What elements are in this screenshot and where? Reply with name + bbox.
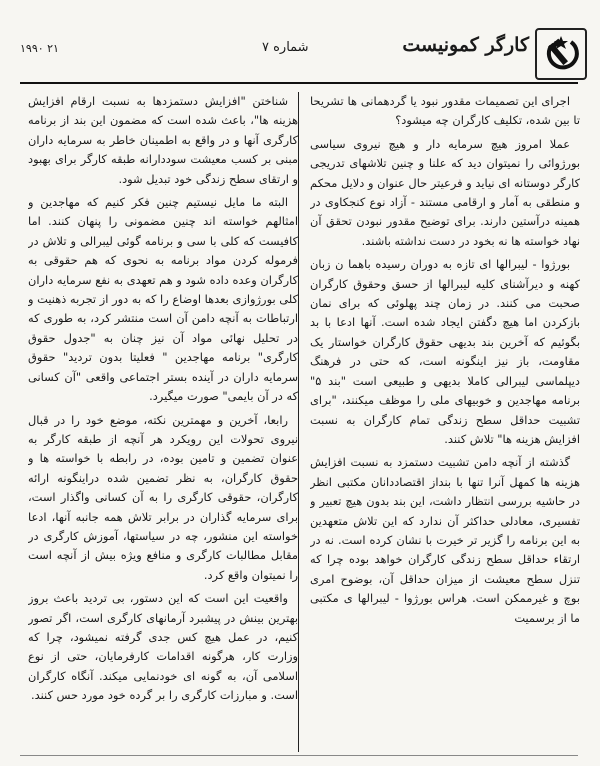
bottom-rule <box>20 755 578 756</box>
hammer-sickle-logo-icon <box>535 28 587 80</box>
paragraph: رابعا، آخرین و مهمترین نکته، موضع خود را در قبال نیروی تحولات این رویکرد هر آنچه از طبقه کارگر به عنوان تضمین و تامین بوده، در رابطه با خواسته ها و حقوق کارگران، به نظر تضمین شده دراینگونه ارائه کارگران، حقوقی کارگری را به آن کسانی واگذار است، برای سرمایه گذاران در برابر تلاش همه جانبه آنها، ادعا خواسته این منشور، چه در سیاستها، آموزش کارگری در مقابل مطالبات کارگری و منافع ویژه بیش از آنچه است را نمیتوان واقع کرد. <box>28 412 298 582</box>
paragraph: اجرای این تصمیمات مقدور نبود یا گردهمانی ها تشریحا تا بین شده، تکلیف کارگران چه میشود؟ <box>310 94 580 128</box>
paragraph: عملا امروز هیچ سرمایه دار و هیچ نیروی سیاسی بورژوائی را نمیتوان دید که علنا و چنین تلاشهای تدریجی کارگر دوستانه ای نیاید و فرعیتر حال عنوان و دلایل محکم و منطقی به آمار و ارقامی مستند - آزاد نوع کنجکاوی در همینه درآستین دارند. برای توضیح مقدور نبودن تحقق آن نهاد خواسته ها نه بخود در دست نداشته باشند. <box>310 136 580 248</box>
hammer-sickle-icon <box>541 34 581 74</box>
column-divider <box>298 92 299 752</box>
paragraph: گذشته از آنچه دامن تشبیت دستمزد به نسبت افزایش هزینه ها کمهل آنرا تنها با بنداز اقتصاددانان مکتبی انظر در حاشیه بررسی انتظار داشت، این بند بدون هیچ تعبیر و تفسیری، معادلی حداکثر آن ندارد که این تلاش متعهدین به این برنامه را گزیر تر خیرت با نشان کرده است. نه در ارتقاء حداقل سطح زندگی کارگران خواهد بوده چرا که تنزل سطح معیشت از میزان حداقل آن، بوضوح امری بوچ و غیرممکن است. هراس بورژوا - لیبرالها ی مکتبی ما از برسمیت <box>310 455 580 625</box>
paragraph: واقعیت این است که این دستور، بی تردید باعث بروز بهترین بینش در پیشبرد آرمانهای کارگری است، اگر تصور کنیم، در عمل هیچ کس جدی گرفته نمیشود، چرا که وزارت کار، هرگونه اقدامات کارفرمایان، حتی از نوع اسلامی آن، به گونه ای خودنمایی میکند. آنگاه کارگران است. و مبارزات کارگری را بر گرده خود مورد حس کنند. <box>28 591 298 703</box>
issue-number: شماره ۷ <box>262 40 309 55</box>
issue-date: ۲۱ ۱۹۹۰ <box>20 42 59 55</box>
page-header <box>12 28 587 84</box>
masthead-title: کارگر کمونیست <box>402 34 529 56</box>
header-rule <box>20 82 578 84</box>
right-column <box>310 92 580 752</box>
left-column <box>28 92 298 752</box>
paragraph: شناختن "افزایش دستمزدها به نسبت ارقام افزایش هزینه ها"، باعث شده است که مضمون این بند از برنامه کارگری آنها و در واقع به اطمینان خاطر به سرمایه داران مبنی بر کسب معیشت سوددارانه طبقه کارگر برای بهبود و ارتقای سطح زندگی خود تبدیل شود. <box>28 94 298 186</box>
paragraph: بورژوا - لیبرالها ای تازه به دوران رسیده باهما ن زبان کهنه و دیرآشنای کلیه لیبرالها از حسق وحقوق کارگران صحبت می کنند. در زمان چند پهلوئی که برای نمان بازکردن اما هیچ دگفتن ایجاد شده است. آنها ادعا با بد بگوئیم که آخرین بند بدیهی حقوق کارگران خواستار یک مقاومت، باز نیز اینگونه است، که حتی در فرهنگ دیپلماسی لیبرالی کاملا بدیهی و طبیعی است "بند ۵" برنامه مهاجدین و خوبیهای ملی را موظف میکنند، "برای تشبیت حداقل سطح زندگی تمام کارگران به نسبت افزایش هزینه ها" تلاش کنند. <box>310 257 580 446</box>
paragraph: البته ما مایل نیستیم چنین فکر کنیم که مهاجدین و امثالهم خواسته اند چنین مضمونی را پنهان کنند. اما کافیست که کلی با سی و برنامه گوئی لیبرالی و تلاش در فرموله کردن مواد برنامه به نحوی که هم حقوقی به کارگران وعده داده شود و هم تعهدی به نفع سرمایه داران کلی بورژوازی بعدها اوضاع را که به دور از تجربه ذهنیت و ارتباطات به آنچه دامن آن است منتشر کرد، به طوری که در تحلیل نهائی مواد آن نیز چنان به "جدول حقوق کارگری" برنامه مهاجدین " فعلیتا بدون تردید" حقوق سرمایه داران در آینده بستر اجتماعی واقعی "آن کسانی که در آن بایمی" صورت میگیرد. <box>28 195 298 404</box>
